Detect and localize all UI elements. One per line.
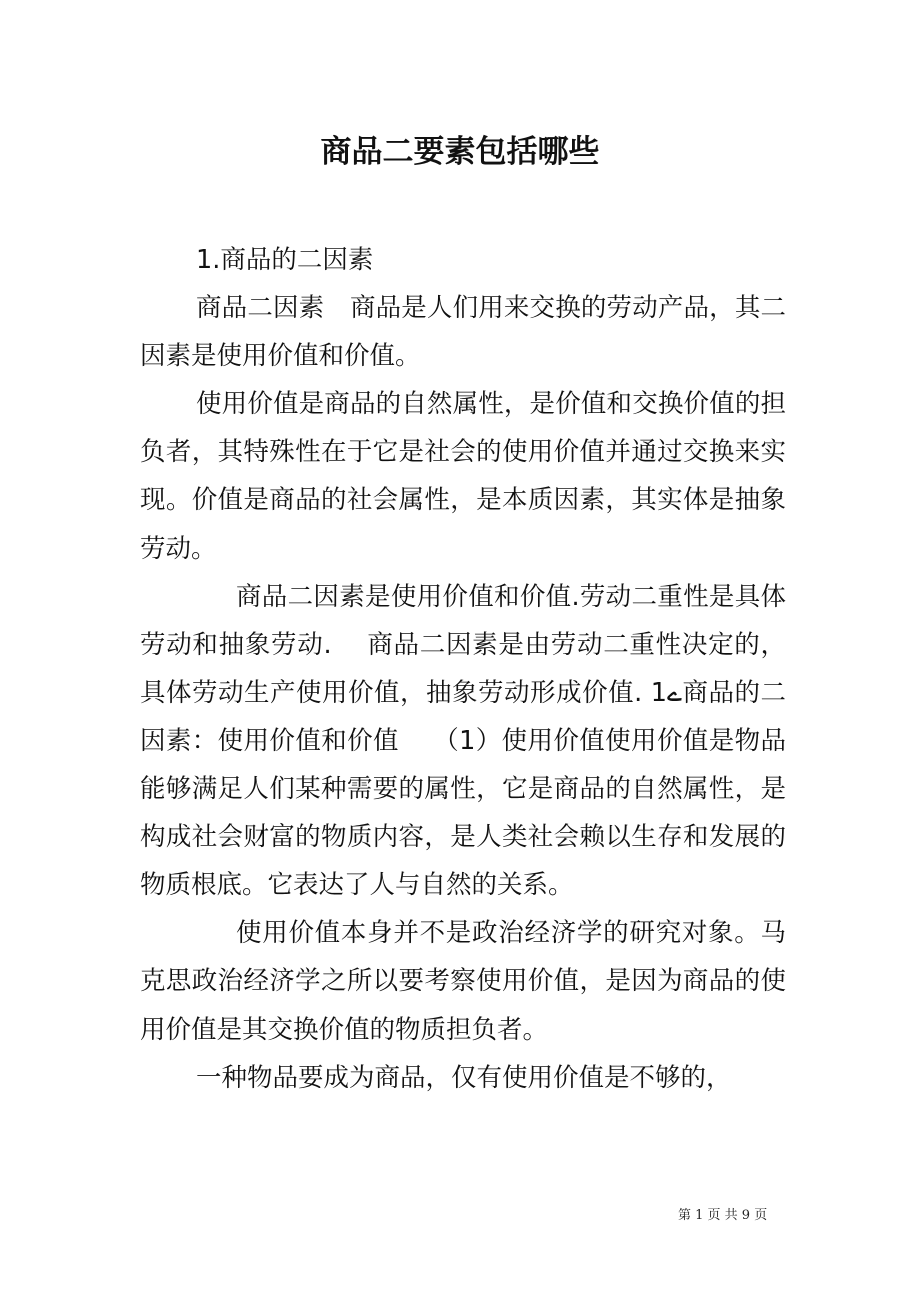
paragraph: 使用价值本身并不是政治经济学的研究对象。马克思政治经济学之所以要考察使用价值，是因为商品的使用价值是其交换价值的物质担负者。 (140, 918, 786, 1045)
document-body (140, 236, 786, 1102)
document-title: 商品二要素包括哪些 (320, 134, 600, 170)
paragraph: 商品二因素是使用价值和价值.劳动二重性是具体劳动和抽象劳动. 商品二因素是由劳动二重性决定的，具体劳动生产使用价值，抽象劳动形成价值. 1ے商品的二因素：使用价值和价值 （1）使用价值使用价值是物品能够满足人们某种需要的属性，它是商品的自然属性，是构成社会财富的物质内容，是人类社会赖以生存和发展的物质根底。它表达了人与自然的关系。 (140, 581, 786, 901)
page-number-footer: 第 1 页 共 9 页 (678, 1208, 768, 1223)
paragraph: 商品二因素 商品是人们用来交换的劳动产品，其二因素是使用价值和价值。 (140, 293, 786, 372)
paragraph-heading: 1.商品的二因素 (196, 245, 374, 275)
paragraph: 使用价值是商品的自然属性，是价值和交换价值的担负者，其特殊性在于它是社会的使用价值并通过交换来实现。价值是商品的社会属性，是本质因素，其实体是抽象劳动。 (140, 389, 786, 564)
paragraph: 一种物品要成为商品，仅有使用价值是不够的， (196, 1062, 732, 1093)
